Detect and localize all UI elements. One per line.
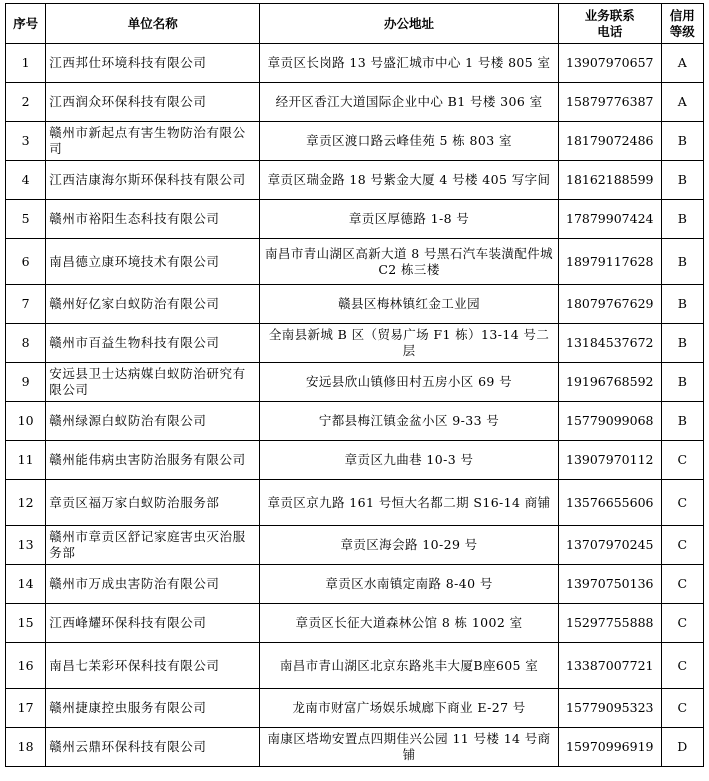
table-row [6,526,704,565]
credit-grade: B [661,122,703,161]
company-name: 江西润众环保科技有限公司 [46,83,260,122]
contact-phone: 13907970112 [558,441,661,480]
credit-grade: C [661,480,703,526]
office-address: 章贡区厚德路 1-8 号 [260,200,559,239]
table-body [6,44,704,767]
credit-grade: B [661,402,703,441]
row-number: 5 [6,200,46,239]
company-name: 赣州好亿家白蚁防治有限公司 [46,285,260,324]
company-name: 赣州市新起点有害生物防治有限公司 [46,122,260,161]
contact-phone: 18179072486 [558,122,661,161]
credit-grade: A [661,44,703,83]
office-address: 全南县新城 B 区（贸易广场 F1 栋）13-14 号二层 [260,324,559,363]
row-number: 6 [6,239,46,285]
office-address: 南昌市青山湖区高新大道 8 号黑石汽车装潢配件城 C2 栋三楼 [260,239,559,285]
row-number: 4 [6,161,46,200]
header-grade-line2: 等级 [669,23,695,39]
company-name: 赣州市章贡区舒记家庭害虫灭治服务部 [46,526,260,565]
credit-grade: C [661,643,703,689]
table-row [6,161,704,200]
header-row [6,4,704,44]
company-name: 赣州云鼎环保科技有限公司 [46,728,260,767]
credit-grade: D [661,728,703,767]
contact-phone: 15779095323 [558,689,661,728]
credit-grade: B [661,161,703,200]
company-name: 赣州捷康控虫服务有限公司 [46,689,260,728]
credit-grade: C [661,689,703,728]
contact-phone: 19196768592 [558,363,661,402]
credit-grade: C [661,441,703,480]
row-number: 3 [6,122,46,161]
office-address: 南昌市青山湖区北京东路兆丰大厦B座605 室 [260,643,559,689]
company-name: 江西峰耀环保科技有限公司 [46,604,260,643]
row-number: 16 [6,643,46,689]
office-address: 章贡区九曲巷 10-3 号 [260,441,559,480]
row-number: 11 [6,441,46,480]
credit-grade: C [661,565,703,604]
contact-phone: 15970996919 [558,728,661,767]
contact-phone: 13576655606 [558,480,661,526]
table-row [6,728,704,767]
credit-grade: B [661,363,703,402]
row-number: 12 [6,480,46,526]
header-grade [661,4,703,44]
header-grade-line1: 信用 [669,7,695,23]
row-number: 15 [6,604,46,643]
office-address: 章贡区瑞金路 18 号紫金大厦 4 号楼 405 写字间 [260,161,559,200]
company-name: 赣州市裕阳生态科技有限公司 [46,200,260,239]
table-row [6,441,704,480]
office-address: 章贡区京九路 161 号恒大名都二期 S16-14 商铺 [260,480,559,526]
credit-grade: A [661,83,703,122]
credit-grade: C [661,526,703,565]
table-row [6,239,704,285]
row-number: 8 [6,324,46,363]
table-row [6,643,704,689]
table-row [6,689,704,728]
office-address: 宁都县梅江镇金盆小区 9-33 号 [260,402,559,441]
row-number: 14 [6,565,46,604]
credit-grade: B [661,200,703,239]
table-row [6,44,704,83]
office-address: 章贡区海会路 10-29 号 [260,526,559,565]
table-row [6,83,704,122]
table-row [6,402,704,441]
table-row [6,285,704,324]
row-number: 1 [6,44,46,83]
table-row [6,122,704,161]
office-address: 赣县区梅林镇红金工业园 [260,285,559,324]
office-address: 龙南市财富广场娱乐城廊下商业 E-27 号 [260,689,559,728]
company-name: 江西邦仕环境科技有限公司 [46,44,260,83]
credit-rating-table-container [5,3,704,767]
header-phone-line1: 业务联系 [584,7,635,23]
table-row [6,604,704,643]
office-address: 章贡区渡口路云峰佳苑 5 栋 803 室 [260,122,559,161]
contact-phone: 18979117628 [558,239,661,285]
company-name: 安远县卫士达病媒白蚁防治研究有限公司 [46,363,260,402]
row-number: 2 [6,83,46,122]
table-row [6,200,704,239]
header-phone-line2: 电话 [597,23,623,39]
company-name: 章贡区福万家白蚁防治服务部 [46,480,260,526]
office-address: 章贡区长岗路 13 号盛汇城市中心 1 号楼 805 室 [260,44,559,83]
company-name: 赣州绿源白蚁防治有限公司 [46,402,260,441]
company-name: 江西洁康海尔斯环保科技有限公司 [46,161,260,200]
office-address: 经开区香江大道国际企业中心 B1 号楼 306 室 [260,83,559,122]
company-name: 赣州市万成虫害防治有限公司 [46,565,260,604]
contact-phone: 13184537672 [558,324,661,363]
contact-phone: 17879907424 [558,200,661,239]
contact-phone: 18079767629 [558,285,661,324]
company-name: 南昌德立康环境技术有限公司 [46,239,260,285]
office-address: 南康区塔坳安置点四期佳兴公园 11 号楼 14 号商铺 [260,728,559,767]
contact-phone: 13387007721 [558,643,661,689]
header-phone [558,4,661,44]
office-address: 章贡区水南镇定南路 8-40 号 [260,565,559,604]
row-number: 18 [6,728,46,767]
header-address: 办公地址 [260,4,559,44]
header-name: 单位名称 [46,4,260,44]
row-number: 9 [6,363,46,402]
credit-grade: B [661,324,703,363]
contact-phone: 15779099068 [558,402,661,441]
credit-grade: C [661,604,703,643]
company-name: 赣州市百益生物科技有限公司 [46,324,260,363]
company-name: 南昌七苿彩环保科技有限公司 [46,643,260,689]
row-number: 13 [6,526,46,565]
table-row [6,480,704,526]
row-number: 10 [6,402,46,441]
contact-phone: 13970750136 [558,565,661,604]
credit-grade: B [661,285,703,324]
company-name: 赣州能伟病虫害防治服务有限公司 [46,441,260,480]
credit-grade: B [661,239,703,285]
table-row [6,363,704,402]
contact-phone: 15297755888 [558,604,661,643]
row-number: 17 [6,689,46,728]
office-address: 章贡区长征大道森林公馆 8 栋 1002 室 [260,604,559,643]
credit-rating-table [5,3,704,767]
table-row [6,324,704,363]
contact-phone: 18162188599 [558,161,661,200]
office-address: 安远县欣山镇修田村五房小区 69 号 [260,363,559,402]
row-number: 7 [6,285,46,324]
header-no: 序号 [6,4,46,44]
contact-phone: 13707970245 [558,526,661,565]
contact-phone: 13907970657 [558,44,661,83]
table-row [6,565,704,604]
contact-phone: 15879776387 [558,83,661,122]
